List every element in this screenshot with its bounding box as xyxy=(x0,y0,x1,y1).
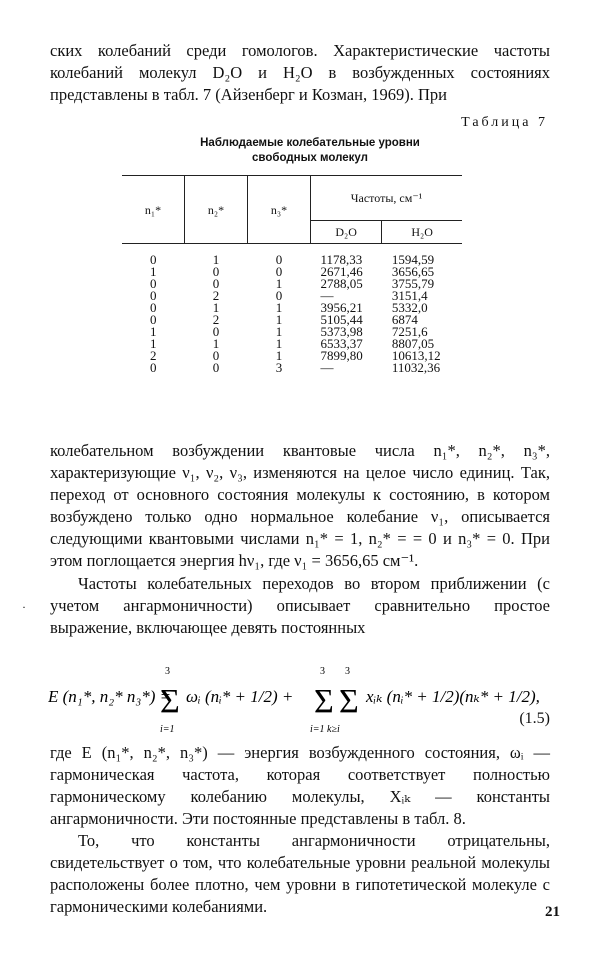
paragraph-energy-definition: где E (n₁*, n₂*, n₃*) — энергия возбужденного состояния, ωᵢ — гармоническая частота, которая соответствует полностью гармоническому колебанию молекулы, Xᵢₖ — константы ангармоничности. Эти постоянные представлены в табл. 8. xyxy=(50,743,550,828)
table-cell: 0 xyxy=(212,276,220,291)
table-cell: 3151,4 xyxy=(391,288,428,303)
table-cell: 1 xyxy=(275,348,283,363)
table-cell: 5332,0 xyxy=(391,300,428,315)
table-cell: 0 xyxy=(212,324,220,339)
table-row xyxy=(122,244,462,267)
table-cell: 1 xyxy=(212,300,220,315)
sum2-bottom: i=1 k≥i xyxy=(310,724,340,735)
sum2-sigma-b: Σ xyxy=(339,683,359,720)
table-cell: 5105,44 xyxy=(320,312,363,327)
equation-lhs: E (n₁*, n₂* n₃*) = xyxy=(48,687,172,706)
table-cell: 0 xyxy=(212,348,220,363)
paragraph-quantum-numbers: колебательном возбуждении квантовые числа n₁*, n₂*, n₃*, характеризующие ν₁, ν₂, ν₃, изменяются на целое число единиц. Так, переход от основного состояния молекулы к состоянию, в котором возбуждено только одно нормальное колебание ν₁, описывается следующими квантовыми числами n₁* = 1, n₂* = = 0 и n₃* = 0. При этом поглощается энергия hν₁, где ν₁ = 3656,65 см⁻¹. xyxy=(50,441,550,570)
table-cell: 0 xyxy=(212,264,220,279)
table-cell: — xyxy=(320,360,334,375)
sum2-top-a: 3 xyxy=(320,666,325,677)
table-label: Таблица 7 xyxy=(461,115,548,130)
table-cell: 1 xyxy=(275,312,283,327)
table-cell: 0 xyxy=(150,288,157,303)
table-cell: 0 xyxy=(212,360,220,375)
table-cell: 5373,98 xyxy=(320,324,363,339)
table-cell: 0 xyxy=(150,312,157,327)
table-cell: 3656,65 xyxy=(391,264,435,279)
table-cell: 3755,79 xyxy=(391,276,435,291)
sum1-sigma: Σ xyxy=(160,683,180,720)
table-row xyxy=(122,362,462,374)
table-caption-line1: Наблюдаемые колебательные уровни xyxy=(200,137,420,149)
table-cell: 1 xyxy=(275,336,283,351)
table-cell: 1594,59 xyxy=(391,252,435,267)
table-cell: 3956,21 xyxy=(320,300,363,315)
table-cell: 2 xyxy=(212,288,220,303)
col-header-d2o: D₂O xyxy=(311,221,382,244)
table-cell: 7251,6 xyxy=(391,324,428,339)
table-cell: 6874 xyxy=(391,312,418,327)
table-cell: 1 xyxy=(275,324,283,339)
vibration-levels-table xyxy=(122,175,462,374)
table-cell: 1 xyxy=(275,276,283,291)
col-header-n1: n₁* xyxy=(122,176,185,244)
sum1-top: 3 xyxy=(165,666,170,677)
paragraph-anharmonic-conclusion: То, что константы ангармоничности отрицательны, свидетельствует о том, что колебательные уровни реальной молекулы расположены более плотно, чем уровни в гипотетической молекуле с гармоническими колебаниями. xyxy=(50,831,550,916)
table-body xyxy=(122,244,462,375)
table-cell: 2671,46 xyxy=(320,264,363,279)
equation-1-5 xyxy=(48,660,553,750)
table-cell: 1 xyxy=(212,336,220,351)
col-header-h2o: H₂O xyxy=(382,221,462,244)
table-cell: — xyxy=(320,288,334,303)
table-cell: 1178,33 xyxy=(320,252,363,267)
sum2-sigma-a: Σ xyxy=(314,683,334,720)
equation-term2: xᵢₖ (nᵢ* + 1/2)(nₖ* + 1/2), xyxy=(366,687,540,706)
equation-term1: ωᵢ (nᵢ* + 1/2) + xyxy=(186,687,294,706)
table-cell: 11032,36 xyxy=(391,360,441,375)
table-cell: 1 xyxy=(275,300,283,315)
equation-number: (1.5) xyxy=(519,710,550,727)
table-caption-line2: свободных молекул xyxy=(252,152,368,164)
col-header-frequencies: Частоты, см⁻¹ xyxy=(311,176,463,221)
table-cell: 6533,37 xyxy=(320,336,363,351)
page-number: 21 xyxy=(545,904,560,920)
top-paragraph: ских колебаний среди гомологов. Характеристические частоты колебаний молекул D₂O и H₂O в возбужденных состояниях представлены в табл. 7 (Айзенберг и Козман, 1969). При xyxy=(50,41,550,104)
table-cell: 0 xyxy=(275,288,283,303)
margin-dot: · xyxy=(22,600,26,614)
table-cell: 8807,05 xyxy=(391,336,435,351)
table-cell: 0 xyxy=(150,300,157,315)
table-cell: 0 xyxy=(150,276,157,291)
paragraph-anharmonic-intro: Частоты колебательных переходов во втором приближении (с учетом ангармоничности) описывает сравнительно простое выражение, включающее девять постоянных xyxy=(50,574,550,637)
table-cell: 1 xyxy=(150,324,157,339)
table-cell: 1 xyxy=(212,252,220,267)
col-header-n2: n₂* xyxy=(185,176,248,244)
table-cell: 0 xyxy=(150,360,157,375)
table-cell: 7899,80 xyxy=(320,348,363,363)
table-cell: 2 xyxy=(212,312,220,327)
table-cell: 0 xyxy=(275,264,283,279)
table-cell: 2 xyxy=(150,348,157,363)
sum1-bottom: i=1 xyxy=(160,724,175,735)
table-caption xyxy=(130,136,490,166)
table-cell: 2788,05 xyxy=(320,276,363,291)
sum2-top-b: 3 xyxy=(345,666,350,677)
table-cell: 1 xyxy=(150,336,157,351)
table-cell: 1 xyxy=(150,264,157,279)
table-cell: 3 xyxy=(275,360,283,375)
table-cell: 0 xyxy=(150,252,157,267)
table-cell: 10613,12 xyxy=(391,348,441,363)
table-cell: 0 xyxy=(275,252,283,267)
col-header-n3: n₃* xyxy=(248,176,311,244)
